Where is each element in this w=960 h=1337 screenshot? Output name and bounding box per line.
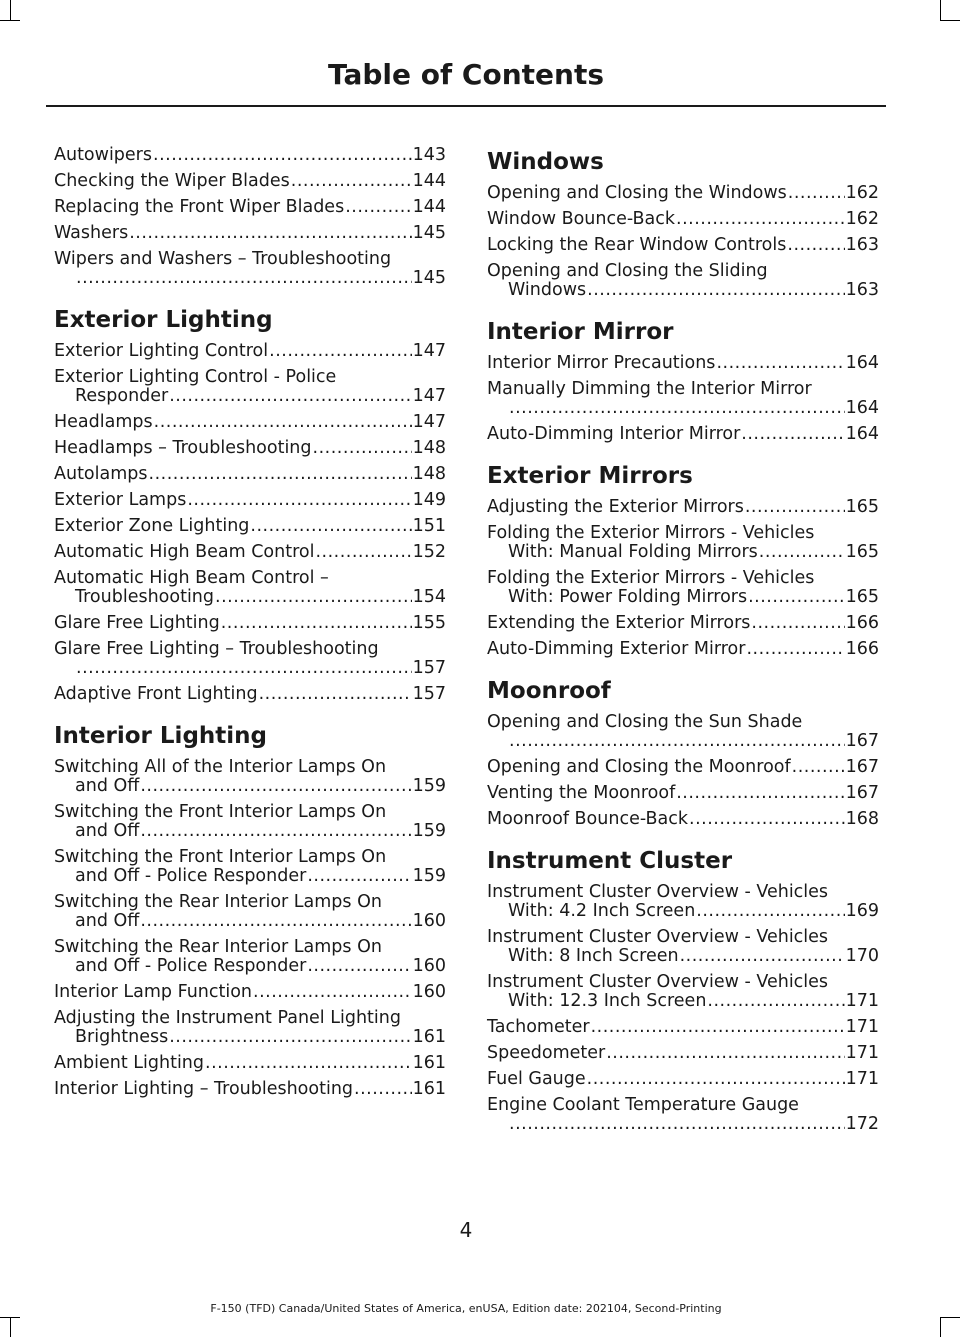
toc-entry-title-continued: and Off (75, 776, 140, 796)
dot-leader (153, 146, 412, 165)
toc-entry[interactable] (54, 614, 446, 633)
toc-page-number: 160 (412, 982, 446, 1002)
toc-entry[interactable] (54, 848, 446, 886)
toc-page-number: 165 (845, 587, 879, 607)
toc-entry[interactable] (54, 224, 446, 243)
header-divider (46, 105, 886, 107)
toc-page-number: 147 (412, 386, 446, 406)
toc-page-number: 159 (412, 821, 446, 841)
dot-leader (140, 822, 411, 841)
toc-page-number: 143 (412, 145, 446, 165)
dot-leader (307, 957, 411, 976)
dot-leader (250, 517, 411, 536)
toc-entry-title: Switching the Front Interior Lamps On (54, 802, 387, 822)
toc-entry-title: Interior Lighting – Troubleshooting (54, 1079, 354, 1099)
dot-leader (187, 491, 411, 510)
toc-entry[interactable] (54, 1054, 446, 1073)
toc-entry-title: Interior Lamp Function (54, 982, 253, 1002)
dot-leader (509, 1115, 845, 1134)
toc-entry-title-continued: Responder (75, 386, 169, 406)
toc-entry-title: Instrument Cluster Overview - Vehicles (487, 927, 829, 947)
dot-leader (253, 983, 412, 1002)
toc-page-number: 161 (412, 1027, 446, 1047)
section-heading: Windows (487, 149, 604, 175)
toc-entry-title: Adaptive Front Lighting (54, 684, 258, 704)
toc-page-number: 160 (412, 956, 446, 976)
toc-entry-title: Wipers and Washers – Troubleshooting (54, 249, 392, 269)
dot-leader (313, 439, 412, 458)
toc-page-number: 160 (412, 911, 446, 931)
crop-mark (10, 1317, 11, 1337)
toc-entry-title-continued: Windows (508, 280, 587, 300)
dot-leader (169, 387, 411, 406)
toc-page-number: 164 (845, 424, 879, 444)
toc-entry[interactable] (54, 938, 446, 976)
dot-leader (291, 172, 412, 191)
toc-page-number: 167 (845, 783, 879, 803)
dot-leader (509, 732, 845, 751)
dot-leader (759, 543, 845, 562)
dot-leader (76, 269, 412, 288)
toc-entry-title: Fuel Gauge (487, 1069, 586, 1089)
dot-leader (748, 588, 845, 607)
toc-right-column (487, 146, 879, 1141)
toc-entry[interactable] (487, 883, 879, 921)
toc-page-number: 166 (845, 613, 879, 633)
page-number: 4 (459, 1218, 473, 1242)
toc-entry[interactable] (487, 210, 879, 229)
toc-entry[interactable] (54, 803, 446, 841)
toc-entry-title: Opening and Closing the Sun Shade (487, 712, 803, 732)
dot-leader (149, 465, 412, 484)
toc-entry-title: Extending the Exterior Mirrors (487, 613, 751, 633)
toc-entry-title: Adjusting the Instrument Panel Lighting (54, 1008, 401, 1028)
toc-page-number: 161 (412, 1079, 446, 1099)
dot-leader (269, 342, 411, 361)
toc-page-number: 155 (412, 613, 446, 633)
toc-entry[interactable] (487, 524, 879, 562)
toc-entry[interactable] (54, 1080, 446, 1099)
toc-page-number: 147 (412, 341, 446, 361)
toc-entry-title: Manually Dimming the Interior Mirror (487, 379, 812, 399)
toc-entry-title: Auto-Dimming Interior Mirror (487, 424, 741, 444)
toc-entry-title: Adjusting the Exterior Mirrors (487, 497, 744, 517)
toc-entry[interactable] (54, 983, 446, 1002)
crop-mark (940, 20, 960, 21)
toc-entry-title: Auto-Dimming Exterior Mirror (487, 639, 746, 659)
toc-entry[interactable] (54, 758, 446, 796)
dot-leader (689, 810, 845, 829)
toc-entry[interactable] (54, 465, 446, 484)
toc-left-column (54, 146, 446, 1106)
toc-entry-title: Exterior Zone Lighting (54, 516, 250, 536)
toc-page-number: 163 (845, 235, 879, 255)
toc-page-number: 169 (845, 901, 879, 921)
section-heading: Instrument Cluster (487, 848, 733, 874)
dot-leader (746, 640, 844, 659)
toc-page-number: 157 (412, 658, 446, 678)
toc-entry-title: Instrument Cluster Overview - Vehicles (487, 882, 829, 902)
toc-entry[interactable] (487, 973, 879, 1011)
toc-entry-title: Folding the Exterior Mirrors - Vehicles (487, 523, 815, 543)
toc-entry[interactable] (54, 368, 446, 406)
toc-entry[interactable] (54, 685, 446, 704)
dot-leader (315, 543, 411, 562)
toc-page-number: 152 (412, 542, 446, 562)
toc-entry[interactable] (487, 1018, 879, 1037)
dot-leader (606, 1044, 844, 1063)
toc-entry-title-continued: and Off (75, 911, 140, 931)
toc-entry[interactable] (487, 1070, 879, 1089)
toc-page-number: 163 (845, 280, 879, 300)
toc-page-number: 168 (845, 809, 879, 829)
toc-page-number: 162 (845, 183, 879, 203)
toc-entry[interactable] (54, 146, 446, 165)
crop-mark (0, 1317, 20, 1318)
toc-entry-title: Exterior Lighting Control - Police (54, 367, 337, 387)
toc-entry-title: Opening and Closing the Sliding (487, 261, 768, 281)
toc-entry[interactable] (487, 713, 879, 751)
toc-entry[interactable] (54, 491, 446, 510)
dot-leader (587, 281, 844, 300)
toc-page-number: 144 (412, 197, 446, 217)
dot-leader (509, 399, 845, 418)
toc-entry[interactable] (54, 342, 446, 361)
toc-entry[interactable] (54, 569, 446, 607)
toc-page-number: 145 (412, 268, 446, 288)
toc-entry-title: Locking the Rear Window Controls (487, 235, 787, 255)
dot-leader (676, 210, 845, 229)
toc-page-number: 171 (845, 1043, 879, 1063)
crop-mark (10, 0, 11, 20)
toc-entry[interactable] (487, 262, 879, 300)
toc-page-number: 171 (845, 1069, 879, 1089)
toc-page-number: 157 (412, 684, 446, 704)
dot-leader (716, 354, 844, 373)
toc-entry-title: Autolamps (54, 464, 148, 484)
dot-leader (345, 198, 411, 217)
toc-entry-title: Speedometer (487, 1043, 606, 1063)
toc-entry[interactable] (487, 614, 879, 633)
toc-entry-title: Switching the Front Interior Lamps On (54, 847, 387, 867)
toc-entry-title-continued: With: Manual Folding Mirrors (508, 542, 758, 562)
dot-leader (154, 413, 412, 432)
dot-leader (215, 588, 412, 607)
toc-entry-title: Exterior Lamps (54, 490, 187, 510)
dot-leader (745, 498, 845, 517)
toc-entry[interactable] (487, 810, 879, 829)
dot-leader (741, 425, 844, 444)
section-heading: Exterior Lighting (54, 307, 273, 333)
toc-entry[interactable] (487, 236, 879, 255)
toc-entry-title: Window Bounce-Back (487, 209, 676, 229)
toc-entry[interactable] (487, 1044, 879, 1063)
section-heading: Exterior Mirrors (487, 463, 693, 489)
crop-mark (940, 1317, 941, 1337)
toc-page-number: 165 (845, 542, 879, 562)
toc-entry[interactable] (54, 250, 446, 288)
toc-entry-title: Headlamps – Troubleshooting (54, 438, 312, 458)
toc-entry-title: Exterior Lighting Control (54, 341, 269, 361)
toc-entry-title-continued: and Off - Police Responder (75, 956, 307, 976)
toc-entry-title: Glare Free Lighting – Troubleshooting (54, 639, 379, 659)
toc-page-number: 171 (845, 991, 879, 1011)
dot-leader (259, 685, 412, 704)
dot-leader (751, 614, 844, 633)
dot-leader (707, 992, 844, 1011)
dot-leader (792, 758, 845, 777)
toc-entry[interactable] (54, 1009, 446, 1047)
toc-entry-title-continued: and Off - Police Responder (75, 866, 307, 886)
toc-entry-title-continued: With: 12.3 Inch Screen (508, 991, 707, 1011)
dot-leader (676, 784, 844, 803)
toc-entry-title: Glare Free Lighting (54, 613, 220, 633)
toc-entry[interactable] (487, 425, 879, 444)
toc-entry-title: Tachometer (487, 1017, 590, 1037)
section-heading: Moonroof (487, 678, 611, 704)
dot-leader (696, 902, 844, 921)
toc-entry-title-continued: With: 8 Inch Screen (508, 946, 679, 966)
dot-leader (221, 614, 412, 633)
toc-page-number: 172 (845, 1114, 879, 1134)
toc-entry-title: Instrument Cluster Overview - Vehicles (487, 972, 829, 992)
toc-entry[interactable] (487, 1096, 879, 1134)
toc-page-number: 148 (412, 438, 446, 458)
toc-entry-title: Ambient Lighting (54, 1053, 205, 1073)
toc-entry[interactable] (54, 439, 446, 458)
toc-entry-title-continued: Brightness (75, 1027, 169, 1047)
page-title: Table of Contents (327, 58, 604, 91)
dot-leader (591, 1018, 845, 1037)
section-heading: Interior Lighting (54, 723, 267, 749)
dot-leader (587, 1070, 845, 1089)
toc-page-number: 159 (412, 776, 446, 796)
toc-entry[interactable] (54, 543, 446, 562)
toc-entry[interactable] (487, 498, 879, 517)
crop-mark (0, 20, 20, 21)
toc-entry-title: Automatic High Beam Control – (54, 568, 329, 588)
toc-entry[interactable] (487, 569, 879, 607)
toc-entry-title-continued: Troubleshooting (75, 587, 215, 607)
dot-leader (140, 912, 411, 931)
toc-entry[interactable] (487, 928, 879, 966)
toc-page-number: 171 (845, 1017, 879, 1037)
toc-entry[interactable] (54, 172, 446, 191)
toc-entry-title: Switching All of the Interior Lamps On (54, 757, 387, 777)
toc-page-number: 164 (845, 398, 879, 418)
toc-entry[interactable] (54, 893, 446, 931)
toc-page-number: 154 (412, 587, 446, 607)
section-heading: Interior Mirror (487, 319, 674, 345)
toc-entry-title: Opening and Closing the Moonroof (487, 757, 791, 777)
toc-entry[interactable] (487, 354, 879, 373)
crop-mark (940, 0, 941, 20)
toc-entry-title: Engine Coolant Temperature Gauge (487, 1095, 799, 1115)
dot-leader (787, 236, 844, 255)
toc-entry-title: Autowipers (54, 145, 152, 165)
toc-entry[interactable] (487, 784, 879, 803)
dot-leader (169, 1028, 411, 1047)
dot-leader (76, 659, 412, 678)
toc-page-number: 144 (412, 171, 446, 191)
toc-entry-title: Moonroof Bounce-Back (487, 809, 689, 829)
toc-page-number: 167 (845, 731, 879, 751)
toc-entry[interactable] (487, 380, 879, 418)
toc-page-number: 167 (845, 757, 879, 777)
toc-entry-title: Headlamps (54, 412, 153, 432)
toc-page-number: 161 (412, 1053, 446, 1073)
toc-entry-title: Interior Mirror Precautions (487, 353, 716, 373)
toc-entry[interactable] (54, 640, 446, 678)
toc-entry-title: Folding the Exterior Mirrors - Vehicles (487, 568, 815, 588)
toc-page-number: 165 (845, 497, 879, 517)
toc-entry[interactable] (54, 198, 446, 217)
toc-entry[interactable] (54, 517, 446, 536)
dot-leader (307, 867, 411, 886)
toc-entry-title: Venting the Moonroof (487, 783, 676, 803)
toc-entry-title-continued: With: 4.2 Inch Screen (508, 901, 696, 921)
toc-page-number: 148 (412, 464, 446, 484)
dot-leader (354, 1080, 412, 1099)
toc-entry-title: Switching the Rear Interior Lamps On (54, 937, 382, 957)
dot-leader (680, 947, 845, 966)
dot-leader (788, 184, 845, 203)
toc-entry[interactable] (487, 184, 879, 203)
toc-page-number: 170 (845, 946, 879, 966)
dot-leader (129, 224, 411, 243)
toc-entry-title: Replacing the Front Wiper Blades (54, 197, 345, 217)
toc-page-number: 164 (845, 353, 879, 373)
toc-entry[interactable] (487, 758, 879, 777)
dot-leader (205, 1054, 412, 1073)
toc-entry-title-continued: and Off (75, 821, 140, 841)
crop-mark (940, 1317, 960, 1318)
toc-entry-title-continued: With: Power Folding Mirrors (508, 587, 748, 607)
toc-entry-title: Automatic High Beam Control (54, 542, 315, 562)
toc-page-number: 151 (412, 516, 446, 536)
toc-entry[interactable] (54, 413, 446, 432)
toc-entry-title: Opening and Closing the Windows (487, 183, 787, 203)
toc-page-number: 166 (845, 639, 879, 659)
footer-text: F-150 (TFD) Canada/United States of America, enUSA, Edition date: 202104, Second-Printing (210, 1302, 722, 1315)
toc-entry-title: Washers (54, 223, 129, 243)
toc-entry[interactable] (487, 640, 879, 659)
toc-entry-title: Switching the Rear Interior Lamps On (54, 892, 382, 912)
toc-page-number: 147 (412, 412, 446, 432)
toc-page-number: 159 (412, 866, 446, 886)
dot-leader (140, 777, 411, 796)
toc-entry-title: Checking the Wiper Blades (54, 171, 290, 191)
toc-page-number: 162 (845, 209, 879, 229)
toc-page-number: 149 (412, 490, 446, 510)
toc-page-number: 145 (412, 223, 446, 243)
